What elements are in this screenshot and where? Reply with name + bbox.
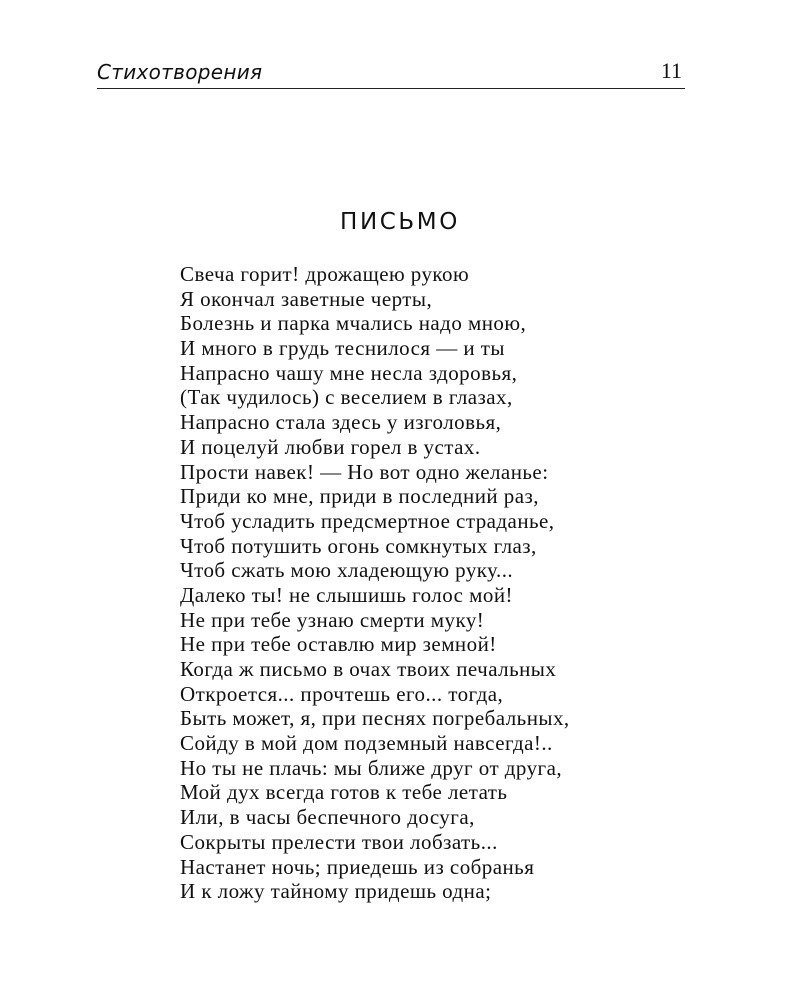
poem-line: Откроется... прочтешь его... тогда, <box>180 681 504 706</box>
poem-line: Далеко ты! не слышишь голос мой! <box>180 582 513 607</box>
poem-line: Чтоб потушить огонь сомкнутых глаз, <box>180 533 537 558</box>
section-title: Стихотворения <box>97 60 263 84</box>
poem-line: Или, в часы беспечного досуга, <box>180 805 475 830</box>
poem-line: (Так чудилось) с веселием в глазах, <box>180 385 513 410</box>
poem-line: Чтоб сжать мою хладеющую руку... <box>180 558 514 583</box>
poem-line: Свеча горит! дрожащею рукою <box>180 262 470 286</box>
poem-line: И много в грудь теснилося — и ты <box>180 336 505 361</box>
poem-line: И к ложу тайному придешь одна; <box>180 879 492 904</box>
poem-line: Приди ко мне, приди в последний раз, <box>180 484 539 509</box>
poem-line: Но ты не плачь: мы ближе друг от друга, <box>180 755 563 780</box>
poem-line: Не при тебе оставлю мир земной! <box>180 632 497 657</box>
poem-line: Чтоб усладить предсмертное страданье, <box>180 508 555 533</box>
poem-line: Сокрыты прелести твои лобзать... <box>180 829 498 854</box>
poem-body <box>180 262 570 904</box>
page-number: 11 <box>660 58 682 83</box>
poem-line: Настанет ночь; приедешь из собранья <box>180 854 535 879</box>
poem-line: Сойду в мой дом подземный навсегда!.. <box>180 731 553 756</box>
poem-line: Быть может, я, при песнях погребальных, <box>180 706 570 731</box>
poem-title: ПИСЬМО <box>340 209 460 235</box>
poem-line: Напрасно стала здесь у изголовья, <box>180 410 502 435</box>
poem-line: Мой дух всегда готов к тебе летать <box>180 780 508 805</box>
poem-line: Прости навек! — Но вот одно желанье: <box>180 459 549 484</box>
poem-line: Я окончал заветные черты, <box>180 286 433 311</box>
poem-line: Напрасно чашу мне несла здоровья, <box>180 360 518 385</box>
poem-line: Когда ж письмо в очах твоих печальных <box>180 657 557 681</box>
poem-line: Болезнь и парка мчались надо мною, <box>180 311 527 336</box>
poem-line: Не при тебе узнаю смерти муку! <box>180 607 485 632</box>
running-head <box>97 58 685 89</box>
poem-line: И поцелуй любви горел в устах. <box>180 434 481 459</box>
